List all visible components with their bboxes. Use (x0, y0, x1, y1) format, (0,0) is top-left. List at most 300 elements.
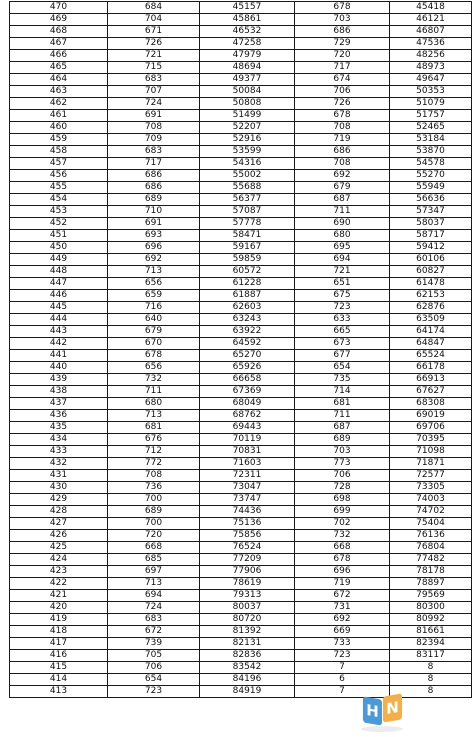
cell-cumulative-a: 63922 (200, 326, 295, 338)
cell-cumulative-b: 58717 (390, 230, 472, 242)
cell-score: 423 (10, 566, 108, 578)
cell-score: 432 (10, 458, 108, 470)
cell-score: 470 (10, 2, 108, 14)
cell-score: 462 (10, 98, 108, 110)
cell-cumulative-b: 67627 (390, 386, 472, 398)
cell-count-a: 685 (108, 554, 200, 566)
cell-count-b: 686 (295, 26, 390, 38)
table-row (10, 614, 472, 626)
cell-cumulative-a: 53599 (200, 146, 295, 158)
cell-count-b: 673 (295, 338, 390, 350)
cell-count-a: 681 (108, 422, 200, 434)
cell-cumulative-a: 68049 (200, 398, 295, 410)
cell-cumulative-b: 51079 (390, 98, 472, 110)
cell-score: 458 (10, 146, 108, 158)
cell-cumulative-a: 69443 (200, 422, 295, 434)
cell-cumulative-b: 74702 (390, 506, 472, 518)
table-row (10, 410, 472, 422)
table-row (10, 350, 472, 362)
table-row (10, 98, 472, 110)
cell-count-a: 708 (108, 470, 200, 482)
cell-count-a: 712 (108, 446, 200, 458)
table-row (10, 62, 472, 74)
cell-score: 450 (10, 242, 108, 254)
cell-cumulative-a: 49377 (200, 74, 295, 86)
cell-cumulative-a: 59859 (200, 254, 295, 266)
table-row (10, 218, 472, 230)
cell-count-b: 675 (295, 290, 390, 302)
cell-count-b: 708 (295, 122, 390, 134)
cell-score: 438 (10, 386, 108, 398)
cell-cumulative-b: 56636 (390, 194, 472, 206)
table-row (10, 230, 472, 242)
cell-count-a: 684 (108, 2, 200, 14)
table-row (10, 110, 472, 122)
watermark-shadow (361, 726, 403, 732)
watermark-letter-n: N (383, 693, 402, 722)
table-row (10, 170, 472, 182)
cell-count-b: 721 (295, 266, 390, 278)
cell-count-a: 717 (108, 158, 200, 170)
cell-count-b: 729 (295, 38, 390, 50)
cell-cumulative-a: 84196 (200, 674, 295, 686)
cell-score: 421 (10, 590, 108, 602)
cell-count-a: 659 (108, 290, 200, 302)
cell-count-a: 708 (108, 122, 200, 134)
cell-count-a: 732 (108, 374, 200, 386)
cell-count-b: 711 (295, 410, 390, 422)
cell-count-a: 772 (108, 458, 200, 470)
cell-cumulative-a: 56377 (200, 194, 295, 206)
cell-cumulative-a: 52916 (200, 134, 295, 146)
cell-cumulative-b: 64174 (390, 326, 472, 338)
cell-cumulative-a: 59167 (200, 242, 295, 254)
cell-cumulative-b: 53870 (390, 146, 472, 158)
cell-count-a: 736 (108, 482, 200, 494)
table-row (10, 422, 472, 434)
watermark-letter-h: H (363, 696, 382, 725)
table-row (10, 158, 472, 170)
table-row (10, 26, 472, 38)
cell-score: 455 (10, 182, 108, 194)
cell-cumulative-b: 48256 (390, 50, 472, 62)
cell-count-a: 679 (108, 326, 200, 338)
cell-cumulative-a: 61228 (200, 278, 295, 290)
table-row (10, 206, 472, 218)
table-row (10, 134, 472, 146)
cell-count-a: 692 (108, 254, 200, 266)
cell-count-a: 694 (108, 590, 200, 602)
table-row (10, 194, 472, 206)
cell-cumulative-a: 80037 (200, 602, 295, 614)
cell-cumulative-b: 75404 (390, 518, 472, 530)
table-row (10, 506, 472, 518)
cell-cumulative-b: 8 (390, 674, 472, 686)
cell-cumulative-b: 60827 (390, 266, 472, 278)
cell-count-b: 717 (295, 62, 390, 74)
cell-cumulative-a: 61887 (200, 290, 295, 302)
cell-count-b: 687 (295, 422, 390, 434)
cell-cumulative-a: 77906 (200, 566, 295, 578)
cell-cumulative-a: 45861 (200, 14, 295, 26)
score-table (9, 1, 472, 698)
table-row (10, 686, 472, 698)
cell-score: 427 (10, 518, 108, 530)
cell-count-b: 698 (295, 494, 390, 506)
cell-cumulative-b: 47536 (390, 38, 472, 50)
cell-count-b: 708 (295, 158, 390, 170)
cell-cumulative-b: 68308 (390, 398, 472, 410)
cell-cumulative-a: 72311 (200, 470, 295, 482)
cell-cumulative-b: 66178 (390, 362, 472, 374)
cell-score: 464 (10, 74, 108, 86)
cell-cumulative-b: 83117 (390, 650, 472, 662)
watermark-logo (357, 695, 403, 735)
cell-cumulative-b: 65524 (390, 350, 472, 362)
cell-count-b: 669 (295, 626, 390, 638)
cell-cumulative-a: 65926 (200, 362, 295, 374)
cell-cumulative-a: 84919 (200, 686, 295, 698)
cell-count-b: 714 (295, 386, 390, 398)
cell-cumulative-b: 77482 (390, 554, 472, 566)
cell-count-b: 692 (295, 614, 390, 626)
table-row (10, 578, 472, 590)
cell-score: 441 (10, 350, 108, 362)
table-row (10, 602, 472, 614)
cell-cumulative-b: 76804 (390, 542, 472, 554)
table-row (10, 122, 472, 134)
table-row (10, 254, 472, 266)
cell-cumulative-a: 55002 (200, 170, 295, 182)
cell-cumulative-b: 51757 (390, 110, 472, 122)
cell-count-a: 691 (108, 218, 200, 230)
cell-count-a: 691 (108, 110, 200, 122)
table-row (10, 14, 472, 26)
cell-count-a: 710 (108, 206, 200, 218)
cell-cumulative-b: 80992 (390, 614, 472, 626)
cell-cumulative-b: 69019 (390, 410, 472, 422)
cell-cumulative-a: 47979 (200, 50, 295, 62)
cell-count-b: 678 (295, 554, 390, 566)
table-row (10, 290, 472, 302)
cell-count-b: 719 (295, 578, 390, 590)
table-row (10, 146, 472, 158)
cell-count-b: 689 (295, 434, 390, 446)
cell-score: 452 (10, 218, 108, 230)
cell-count-b: 679 (295, 182, 390, 194)
table-row (10, 326, 472, 338)
cell-score: 420 (10, 602, 108, 614)
cell-cumulative-a: 55688 (200, 182, 295, 194)
cell-count-b: 690 (295, 218, 390, 230)
table-row (10, 302, 472, 314)
table-row (10, 182, 472, 194)
cell-count-a: 705 (108, 650, 200, 662)
cell-count-a: 656 (108, 278, 200, 290)
table-row (10, 542, 472, 554)
cell-cumulative-a: 68762 (200, 410, 295, 422)
cell-cumulative-b: 59412 (390, 242, 472, 254)
cell-cumulative-a: 62603 (200, 302, 295, 314)
cell-cumulative-a: 77209 (200, 554, 295, 566)
cell-cumulative-a: 50084 (200, 86, 295, 98)
cell-cumulative-b: 81661 (390, 626, 472, 638)
cell-cumulative-a: 82836 (200, 650, 295, 662)
cell-score: 457 (10, 158, 108, 170)
cell-cumulative-b: 69706 (390, 422, 472, 434)
table-row (10, 518, 472, 530)
cell-cumulative-b: 74003 (390, 494, 472, 506)
cell-score: 448 (10, 266, 108, 278)
table-row (10, 374, 472, 386)
cell-count-b: 672 (295, 590, 390, 602)
table-row (10, 50, 472, 62)
cell-count-a: 711 (108, 386, 200, 398)
table-row (10, 338, 472, 350)
cell-cumulative-a: 47258 (200, 38, 295, 50)
cell-count-a: 724 (108, 602, 200, 614)
cell-score: 447 (10, 278, 108, 290)
cell-score: 437 (10, 398, 108, 410)
cell-cumulative-b: 70395 (390, 434, 472, 446)
cell-cumulative-b: 76136 (390, 530, 472, 542)
table-row (10, 674, 472, 686)
cell-count-b: 723 (295, 302, 390, 314)
cell-count-b: 726 (295, 98, 390, 110)
cell-score: 446 (10, 290, 108, 302)
cell-count-b: 668 (295, 542, 390, 554)
cell-count-b: 694 (295, 254, 390, 266)
table-row (10, 470, 472, 482)
cell-count-b: 773 (295, 458, 390, 470)
cell-cumulative-b: 48973 (390, 62, 472, 74)
cell-score: 414 (10, 674, 108, 686)
cell-score: 429 (10, 494, 108, 506)
cell-count-a: 704 (108, 14, 200, 26)
cell-score: 461 (10, 110, 108, 122)
cell-count-a: 700 (108, 494, 200, 506)
cell-count-b: 678 (295, 110, 390, 122)
cell-count-a: 739 (108, 638, 200, 650)
cell-count-b: 732 (295, 530, 390, 542)
cell-score: 453 (10, 206, 108, 218)
cell-count-a: 715 (108, 62, 200, 74)
score-table-body (10, 2, 472, 698)
cell-count-a: 640 (108, 314, 200, 326)
cell-count-b: 687 (295, 194, 390, 206)
table-row (10, 590, 472, 602)
table-row (10, 38, 472, 50)
cell-score: 422 (10, 578, 108, 590)
cell-cumulative-a: 57087 (200, 206, 295, 218)
cell-count-a: 726 (108, 38, 200, 50)
table-row (10, 266, 472, 278)
cell-count-b: 7 (295, 662, 390, 674)
table-row (10, 434, 472, 446)
cell-cumulative-b: 78897 (390, 578, 472, 590)
cell-cumulative-b: 57347 (390, 206, 472, 218)
cell-count-b: 711 (295, 206, 390, 218)
cell-score: 466 (10, 50, 108, 62)
cell-score: 413 (10, 686, 108, 698)
cell-count-a: 716 (108, 302, 200, 314)
cell-cumulative-a: 48694 (200, 62, 295, 74)
cell-count-a: 713 (108, 410, 200, 422)
cell-cumulative-b: 78178 (390, 566, 472, 578)
cell-count-a: 700 (108, 518, 200, 530)
cell-count-b: 723 (295, 650, 390, 662)
cell-count-b: 703 (295, 14, 390, 26)
cell-count-b: 702 (295, 518, 390, 530)
cell-cumulative-a: 46532 (200, 26, 295, 38)
cell-count-a: 683 (108, 74, 200, 86)
cell-count-a: 696 (108, 242, 200, 254)
cell-score: 443 (10, 326, 108, 338)
cell-count-b: 677 (295, 350, 390, 362)
cell-cumulative-b: 60106 (390, 254, 472, 266)
table-row (10, 314, 472, 326)
cell-cumulative-b: 82394 (390, 638, 472, 650)
cell-count-a: 683 (108, 146, 200, 158)
cell-cumulative-a: 73747 (200, 494, 295, 506)
cell-score: 418 (10, 626, 108, 638)
cell-cumulative-b: 64847 (390, 338, 472, 350)
cell-count-b: 692 (295, 170, 390, 182)
cell-cumulative-a: 74436 (200, 506, 295, 518)
cell-count-b: 651 (295, 278, 390, 290)
cell-cumulative-b: 66913 (390, 374, 472, 386)
cell-cumulative-a: 70831 (200, 446, 295, 458)
cell-count-b: 719 (295, 134, 390, 146)
cell-cumulative-a: 75136 (200, 518, 295, 530)
cell-cumulative-a: 79313 (200, 590, 295, 602)
table-row (10, 242, 472, 254)
cell-cumulative-b: 50353 (390, 86, 472, 98)
cell-count-a: 672 (108, 626, 200, 638)
cell-cumulative-b: 54578 (390, 158, 472, 170)
cell-cumulative-b: 71098 (390, 446, 472, 458)
cell-count-a: 680 (108, 398, 200, 410)
table-row (10, 626, 472, 638)
cell-count-a: 713 (108, 266, 200, 278)
cell-score: 460 (10, 122, 108, 134)
cell-score: 426 (10, 530, 108, 542)
cell-score: 439 (10, 374, 108, 386)
cell-cumulative-b: 72577 (390, 470, 472, 482)
cell-count-a: 721 (108, 50, 200, 62)
cell-score: 419 (10, 614, 108, 626)
table-row (10, 278, 472, 290)
cell-cumulative-a: 45157 (200, 2, 295, 14)
cell-count-a: 676 (108, 434, 200, 446)
cell-count-b: 728 (295, 482, 390, 494)
table-row (10, 74, 472, 86)
cell-count-a: 689 (108, 506, 200, 518)
cell-count-b: 706 (295, 470, 390, 482)
cell-score: 463 (10, 86, 108, 98)
cell-cumulative-a: 64592 (200, 338, 295, 350)
table-row (10, 482, 472, 494)
cell-count-a: 671 (108, 26, 200, 38)
cell-count-b: 696 (295, 566, 390, 578)
cell-count-a: 686 (108, 182, 200, 194)
cell-cumulative-a: 54316 (200, 158, 295, 170)
cell-cumulative-a: 76524 (200, 542, 295, 554)
cell-cumulative-a: 81392 (200, 626, 295, 638)
cell-score: 444 (10, 314, 108, 326)
cell-cumulative-a: 80720 (200, 614, 295, 626)
table-row (10, 362, 472, 374)
cell-cumulative-b: 63509 (390, 314, 472, 326)
cell-cumulative-a: 60572 (200, 266, 295, 278)
cell-cumulative-b: 80300 (390, 602, 472, 614)
cell-score: 417 (10, 638, 108, 650)
cell-score: 451 (10, 230, 108, 242)
cell-count-b: 674 (295, 74, 390, 86)
cell-score: 468 (10, 26, 108, 38)
cell-cumulative-a: 63243 (200, 314, 295, 326)
cell-count-b: 706 (295, 86, 390, 98)
cell-cumulative-a: 50808 (200, 98, 295, 110)
cell-score: 424 (10, 554, 108, 566)
cell-count-a: 723 (108, 686, 200, 698)
cell-score: 465 (10, 62, 108, 74)
cell-cumulative-b: 55949 (390, 182, 472, 194)
cell-count-a: 709 (108, 134, 200, 146)
cell-count-a: 683 (108, 614, 200, 626)
cell-score: 434 (10, 434, 108, 446)
cell-cumulative-b: 46807 (390, 26, 472, 38)
cell-cumulative-b: 62153 (390, 290, 472, 302)
cell-count-a: 678 (108, 350, 200, 362)
cell-score: 433 (10, 446, 108, 458)
cell-cumulative-b: 79569 (390, 590, 472, 602)
cell-cumulative-a: 51499 (200, 110, 295, 122)
cell-cumulative-b: 45418 (390, 2, 472, 14)
table-row (10, 566, 472, 578)
table-row (10, 86, 472, 98)
cell-count-a: 656 (108, 362, 200, 374)
table-row (10, 662, 472, 674)
cell-count-b: 678 (295, 2, 390, 14)
cell-count-b: 665 (295, 326, 390, 338)
cell-count-b: 681 (295, 398, 390, 410)
table-row (10, 458, 472, 470)
cell-count-a: 697 (108, 566, 200, 578)
table-row (10, 530, 472, 542)
cell-score: 430 (10, 482, 108, 494)
cell-score: 469 (10, 14, 108, 26)
cell-count-a: 654 (108, 674, 200, 686)
table-row (10, 386, 472, 398)
cell-cumulative-b: 58037 (390, 218, 472, 230)
cell-cumulative-b: 53184 (390, 134, 472, 146)
cell-score: 431 (10, 470, 108, 482)
cell-cumulative-a: 83542 (200, 662, 295, 674)
cell-count-b: 731 (295, 602, 390, 614)
cell-score: 454 (10, 194, 108, 206)
cell-cumulative-b: 62876 (390, 302, 472, 314)
cell-score: 440 (10, 362, 108, 374)
cell-cumulative-a: 66658 (200, 374, 295, 386)
cell-score: 456 (10, 170, 108, 182)
table-row (10, 446, 472, 458)
cell-score: 459 (10, 134, 108, 146)
cell-count-b: 633 (295, 314, 390, 326)
table-row (10, 2, 472, 14)
cell-count-b: 695 (295, 242, 390, 254)
table-row (10, 554, 472, 566)
